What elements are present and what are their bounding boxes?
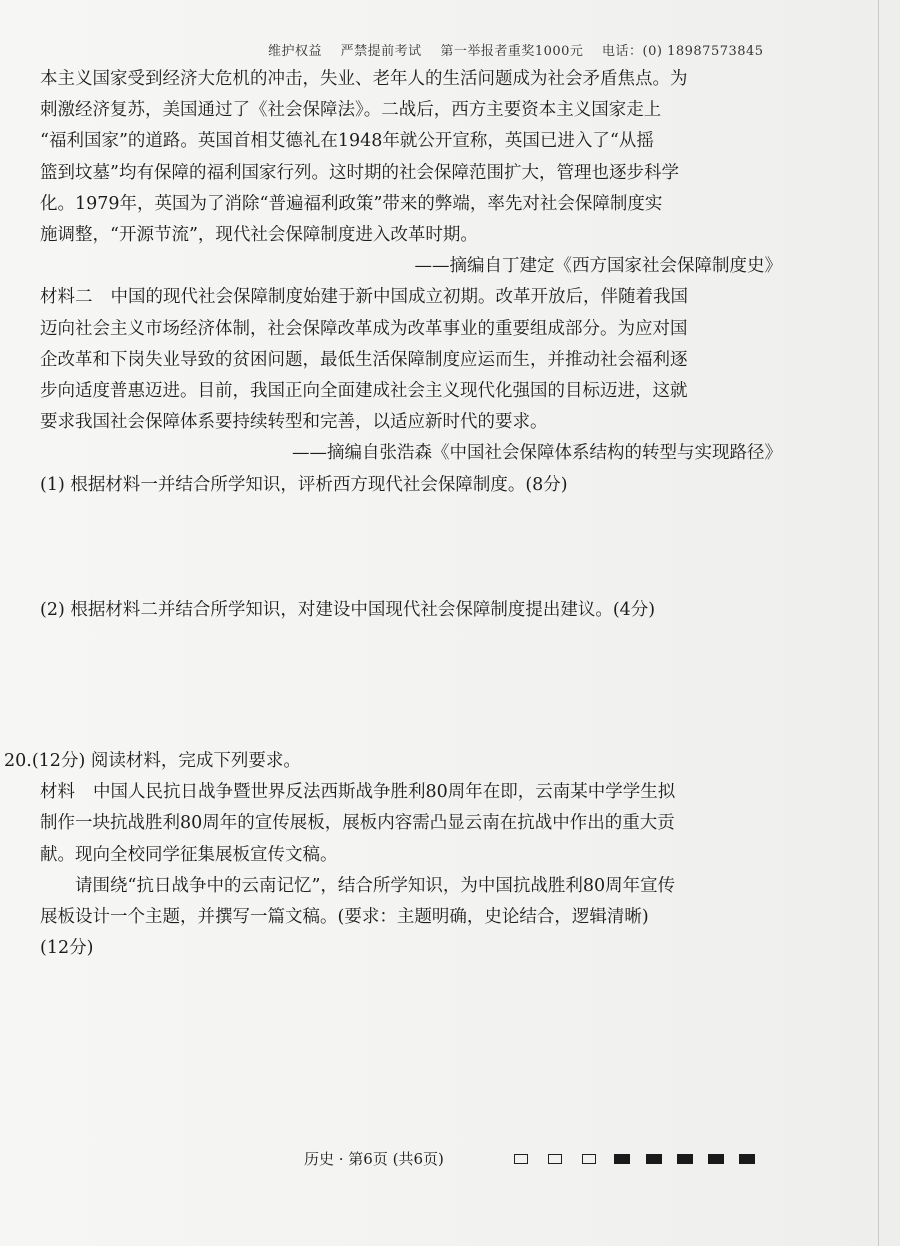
question-content [4, 64, 782, 964]
hollow-mark [582, 1154, 596, 1164]
solid-mark [708, 1154, 724, 1164]
material-label: 材料二 [40, 287, 93, 308]
text-line: 制作一块抗战胜利80周年的宣传展板，展板内容需凸显云南在抗战中作出的重大贡 [40, 813, 675, 834]
text-line-content: 中国的现代社会保障制度始建于新中国成立初期。改革开放后，伴随着我国 [110, 287, 688, 308]
text-line: 要求我国社会保障体系要持续转型和完善，以适应新时代的要求。 [40, 412, 548, 433]
material-one-text [40, 64, 782, 251]
text-line: (12分) [40, 938, 94, 959]
material-label: 材料 [40, 782, 75, 803]
text-line: 迈向社会主义市场经济体制，社会保障改革成为改革事业的重要组成部分。为应对国 [40, 318, 688, 339]
header-item: 严禁提前考试 [340, 44, 422, 59]
text-line-content: 中国人民抗日战争暨世界反法西斯战争胜利80周年在即，云南某中学学生拟 [93, 782, 676, 803]
text-line: 篮到坟墓”均有保障的福利国家行列。这时期的社会保障范围扩大，管理也逐步科学 [40, 162, 679, 183]
text-line: 献。现向全校同学征集展板宣传文稿。 [40, 844, 338, 865]
question-1: (1) 根据材料一并结合所学知识，评析西方现代社会保障制度。(8分) [40, 474, 568, 495]
text-line: 本主义国家受到经济大危机的冲击，失业、老年人的生活问题成为社会矛盾焦点。为 [40, 69, 688, 89]
header-item: 第一举报者重奖1000元 [440, 44, 584, 59]
hollow-mark [548, 1154, 562, 1164]
question-number: 20. [4, 751, 32, 772]
question-20-task [40, 871, 782, 965]
text-line: 刺激经济复苏，美国通过了《社会保障法》。二战后，西方主要资本主义国家走上 [40, 100, 662, 121]
solid-mark [646, 1154, 662, 1164]
text-line: 企改革和下岗失业导致的贫困问题，最低生活保障制度应运而生，并推动社会福利逐 [40, 349, 688, 370]
text-line: 展板设计一个主题，并撰写一篇文稿。(要求：主题明确，史论结合，逻辑清晰) [40, 907, 649, 928]
text-line: 施调整，“开源节流”，现代社会保障制度进入改革时期。 [40, 225, 478, 246]
text-line: 化。1979年，英国为了消除“普遍福利政策”带来的弊端，率先对社会保障制度实 [40, 193, 663, 214]
answer-space [40, 626, 782, 746]
text-line: 请围绕“抗日战争中的云南记忆”，结合所学知识，为中国抗战胜利80周年宣传 [75, 875, 676, 896]
solid-mark [739, 1154, 755, 1164]
page-edge [878, 0, 879, 1246]
question-20-material [40, 777, 782, 871]
page-header [268, 40, 778, 59]
solid-mark [677, 1154, 693, 1164]
material-two-source: ——摘编自张浩森《中国社会保障体系结构的转型与实现路径》 [292, 443, 782, 464]
text-line: “福利国家”的道路。英国首相艾德礼在1948年就公开宣称，英国已进入了“从摇 [40, 131, 654, 152]
solid-mark [614, 1154, 630, 1164]
question-20-title [4, 746, 782, 777]
question-2: (2) 根据材料二并结合所学知识，对建设中国现代社会保障制度提出建议。(4分) [40, 599, 656, 620]
material-two-text [40, 282, 782, 438]
header-item: 维护权益 [268, 44, 323, 59]
answer-space [40, 501, 782, 595]
text-line: 步向适度普惠迈进。目前，我国正向全面建成社会主义现代化强国的目标迈进，这就 [40, 381, 688, 402]
hollow-mark [514, 1154, 528, 1164]
text-line [40, 777, 782, 808]
page-number-label: 历史 · 第6页 (共6页) [304, 1150, 444, 1168]
material-one-source: ——摘编自丁建定《西方国家社会保障制度史》 [414, 256, 782, 277]
page-footer [0, 1144, 900, 1174]
question-title: (12分) 阅读材料，完成下列要求。 [31, 751, 301, 772]
header-item: 电话：(0) 18987573845 [602, 44, 764, 59]
text-line [40, 282, 782, 313]
